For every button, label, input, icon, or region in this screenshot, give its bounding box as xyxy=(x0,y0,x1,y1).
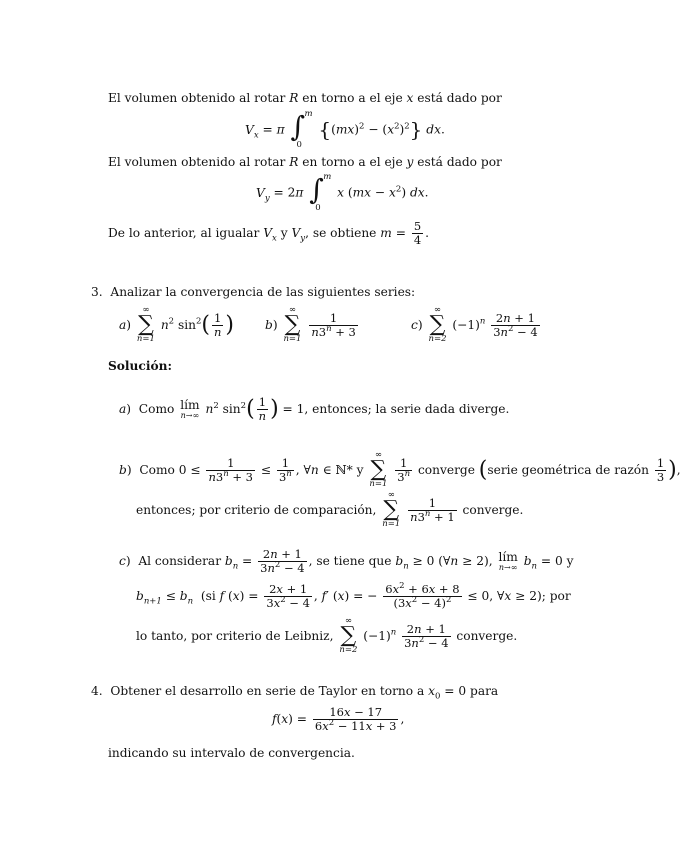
fraction-5-4: $\frac{5}{4}$ xyxy=(413,219,422,248)
equation-vx: $V_x = \pi$ ∫ m 0 $\{(mx)^2 - (x^2)^2\}$ dx. xyxy=(245,109,445,151)
solution-b-line1: b) Como 0 ≤ $\frac{1}{n3^n + 3}$ ≤ $\frac{1}{3^n}$ , ∀n ∈ ℕ* y ∞ ∑ n=1 $\frac{1}{3^n}$ converge (serie geométrica de razón $\frac{1}{3}$ ), xyxy=(119,450,681,490)
solution-b-line2: entonces; por criterio de comparación, ∞ ∑ n=1 $\frac{1}{n3^n + 1}$ converge. xyxy=(136,490,524,530)
series-c: c) ∞ ∑ n=2 $(-1)^n$ $\frac{2n + 1}{3n^2 - 4}$ xyxy=(411,305,538,345)
solution-label: Solución: xyxy=(108,359,172,373)
solution-c-line3: lo tanto, por criterio de Leibniz, ∞ ∑ n=2 $(-1)^n$ $\frac{2n + 1}{3n^2 - 4}$ converge. xyxy=(136,616,518,656)
series-b: b) ∞ ∑ n=1 $\frac{1}{n3^n + 3}$ xyxy=(265,305,356,345)
solution-c-line2: $b_{n+1} \le b_n$ (si f (x) = $\frac{2x + 1}{3x^2 - 4}$ , f′ (x) = − $\frac{6x^2 + 6x + 8}{(3x^2 - 4)^2}$ ≤ 0, ∀x ≥ 2); por xyxy=(136,581,571,611)
solution-c-line1: c) Al considerar $b_n$ = $\frac{2n + 1}{3n^2 - 4}$ , se tiene que $b_n \ge 0$ (∀n ≥ 2), lím n→∞ $b_n = 0$ y xyxy=(119,547,574,576)
conclusion-text: De lo anterior, al igualar $V_x$ y $V_y$, se obtiene m = $\frac{5}{4}$ . xyxy=(108,219,430,248)
problem4-closing: indicando su intervalo de convergencia. xyxy=(108,746,355,760)
solution-a: a) Como lím n→∞ $n^2$ $\sin^2$( $\frac{1}{n}$ ) = 1, entonces; la serie dada diverge. xyxy=(119,395,510,424)
series-a: a) ∞ ∑ n=1 $n^2$ $\sin^2$( $\frac{1}{n}$ ) xyxy=(119,305,235,345)
intro-x-text: El volumen obtenido al rotar R en torno a el eje x está dado por xyxy=(108,91,502,105)
problem4-function: f(x) = $\frac{16x - 17}{6x^2 - 11x + 3}$ , xyxy=(272,705,405,734)
intro-y-text: El volumen obtenido al rotar R en torno a el eje y está dado por xyxy=(108,155,502,169)
problem4-statement: 4. Obtener el desarrollo en serie de Taylor en torno a $x_0 = 0$ para xyxy=(91,684,499,702)
equation-vy: $V_y = 2\pi$ ∫ m 0 x $(mx - x^2)$ dx. xyxy=(256,172,429,214)
problem3-statement: 3. Analizar la convergencia de las siguientes series: xyxy=(91,285,416,299)
